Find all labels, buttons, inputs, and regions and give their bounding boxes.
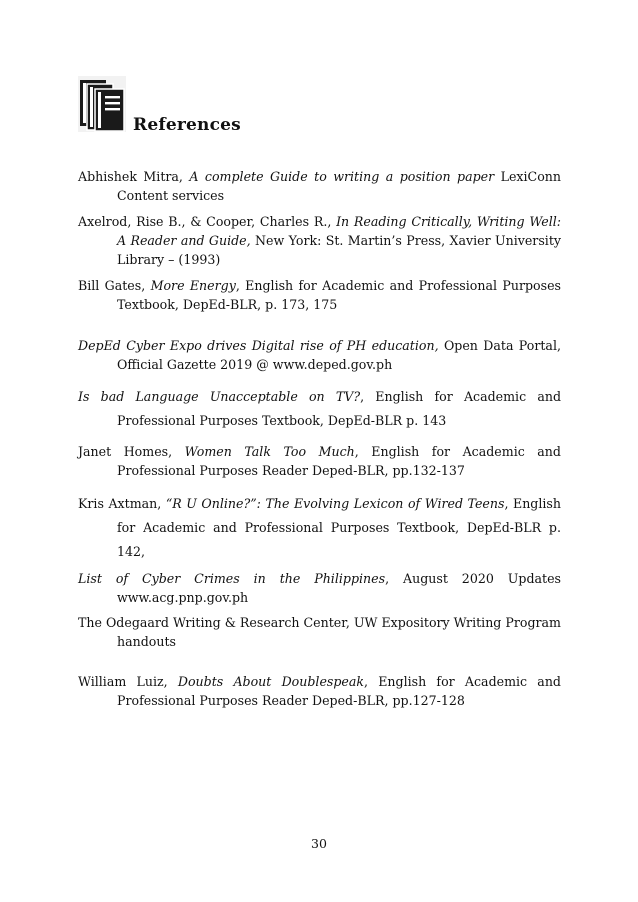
references-header [78,76,318,136]
reference-item: Bill Gates, More Energy, English for Academic and Professional Purposes Textbook, DepEd-BLR, p. 173, 175 [78,278,561,312]
reference-list [78,167,561,710]
reference-item: Janet Homes, Women Talk Too Much, English for Academic and Professional Purposes Reader Deped-BLR, pp.132-137 [78,444,561,478]
books-icon [78,76,126,132]
reference-item: DepEd Cyber Expo drives Digital rise of PH education, Open Data Portal, Official Gazette 2019 @ www.deped.gov.ph [78,338,561,372]
reference-item: William Luiz, Doubts About Doublespeak, English for Academic and Professional Purposes Reader Deped-BLR, pp.127-128 [78,674,561,708]
page-number: 30 [311,836,327,851]
reference-item: Abhishek Mitra, A complete Guide to writing a position paper LexiConn Content services [78,169,562,203]
reference-item: Kris Axtman, “R U Online?”: The Evolving Lexicon of Wired Teens, English for Academic and Professional Purposes Textbook, DepEd-BLR p. 142, [78,496,562,559]
reference-item: Is bad Language Unacceptable on TV?, English for Academic and Professional Purposes Textbook, DepEd-BLR p. 143 [78,389,562,428]
reference-item: The Odegaard Writing & Research Center, UW Expository Writing Program handouts [78,615,561,649]
reference-item: List of Cyber Crimes in the Philippines, August 2020 Updates www.acg.pnp.gov.ph [78,571,561,605]
page-title: References [133,115,241,135]
reference-item: Axelrod, Rise B., & Cooper, Charles R., In Reading Critically, Writing Well: A Reader and Guide, New York: St. Martin’s Press, Xavier University Library – (1993) [78,214,561,267]
